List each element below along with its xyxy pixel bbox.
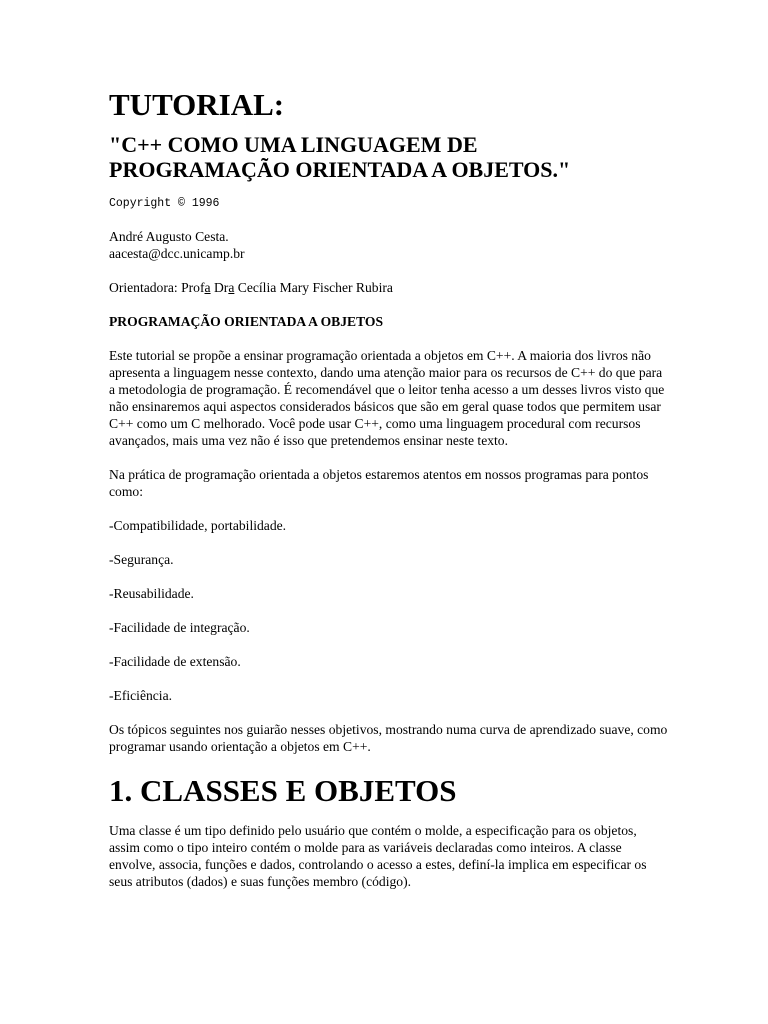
document-page	[109, 86, 669, 890]
advisor-sup-1: a	[204, 280, 211, 295]
list-item: -Reusabilidade.	[109, 586, 194, 601]
copyright-notice: Copyright © 1996	[109, 197, 220, 210]
chapter-heading: 1. CLASSES E OBJETOS	[109, 773, 457, 808]
list-item: -Compatibilidade, portabilidade.	[109, 518, 287, 533]
subtitle-line-1: "C++ COMO UMA LINGUAGEM DE	[109, 132, 478, 157]
advisor-sup-2: a	[228, 280, 235, 295]
list-item: -Facilidade de integração.	[109, 620, 250, 635]
advisor-mid: Dr	[210, 280, 229, 295]
author-block	[109, 228, 669, 262]
chapter-paragraph: Uma classe é um tipo definido pelo usuário que contém o molde, a especificação para os objetos, assim como o tipo inteiro contém o molde para as variáveis declaradas como inteiros. A classe envolve, associa, funções e dados, controlando o acesso a estes, definí-la implica em especificar os seus atributos (dados) e suas funções membro (código).	[109, 823, 647, 889]
list-item: -Segurança.	[109, 552, 174, 567]
document-subtitle	[109, 132, 669, 182]
practice-paragraph: Na prática de programação orientada a objetos estaremos atentos em nossos programas para pontos como:	[109, 467, 649, 499]
list-item: -Eficiência.	[109, 688, 173, 703]
advisor-prefix: Orientadora: Prof	[109, 280, 205, 295]
advisor-line	[109, 279, 669, 296]
subtitle-line-2: PROGRAMAÇÃO ORIENTADA A OBJETOS."	[109, 157, 571, 182]
section-heading: PROGRAMAÇÃO ORIENTADA A OBJETOS	[109, 314, 384, 329]
intro-paragraph: Este tutorial se propõe a ensinar programação orientada a objetos em C++. A maioria dos livros não apresenta a linguagem nesse contexto, dando uma atenção maior para os recursos de C++ do que para a metodologia de programação. É recomendável que o leitor tenha acesso a um desses livros visto que não ensinaremos aqui aspectos considerados básicos que são em geral quase todos que permitem usar C++ como um C melhorado. Você pode usar C++, como uma linguagem procedural com recursos avançados, mais uma vez não é isso que pretendemos ensinar neste texto.	[109, 348, 665, 448]
advisor-name: Cecília Mary Fischer Rubira	[234, 280, 393, 295]
list-item: -Facilidade de extensão.	[109, 654, 241, 669]
conclusion-paragraph: Os tópicos seguintes nos guiarão nesses objetivos, mostrando numa curva de aprendizado suave, como programar usando orientação a objetos em C++.	[109, 722, 668, 754]
document-title: TUTORIAL:	[109, 87, 285, 122]
author-email: aacesta@dcc.unicamp.br	[109, 246, 245, 261]
author-name: André Augusto Cesta.	[109, 229, 229, 244]
